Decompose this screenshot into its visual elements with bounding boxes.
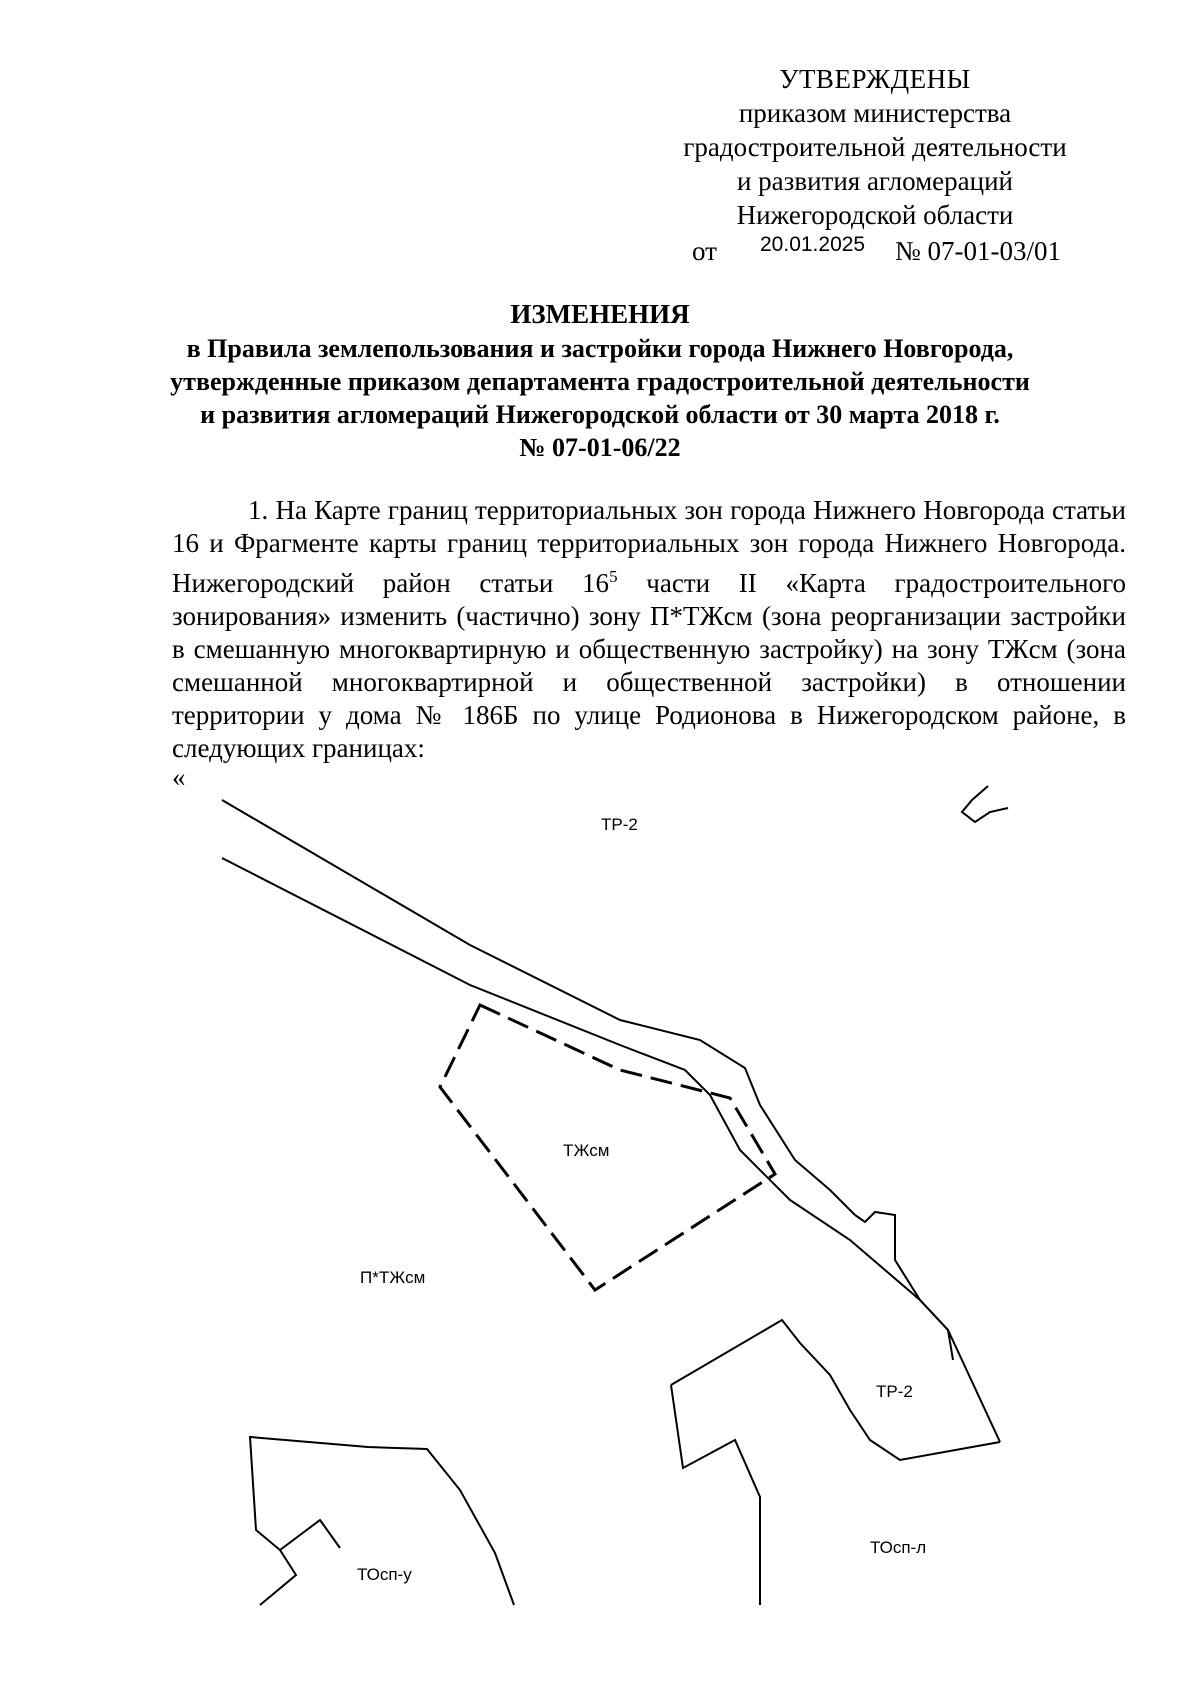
road-edge-lower [222, 858, 948, 1330]
approval-line: Нижегородской области [736, 200, 1014, 230]
title-line: в Правила землепользования и застройки города Нижнего Новгорода, [186, 334, 1014, 363]
superscript: 5 [609, 567, 618, 586]
title-line: и развития агломераций Нижегородской области от 30 марта 2018 г. [200, 400, 1000, 429]
title-line: утвержденные приказом департамента градостроительной деятельности [170, 367, 1030, 396]
road-edge-upper [222, 800, 855, 1215]
tosp-u-notch [280, 1520, 340, 1550]
order-date: 20.01.2025 [760, 233, 866, 256]
approval-line: градостроительной деятельности [683, 132, 1067, 162]
tr2-zone-left [671, 1385, 760, 1605]
order-number: № 07-01-03/01 [895, 236, 1061, 266]
paragraph-text-part2: части II «Карта градостроительного зонирования» изменить (частично) зону П*ТЖсм (зона реорганизации застройки в смешанную многоквартирную и общественную застройку) на зону ТЖсм (зона смешанной многоквартирной и общественной застройки) в отношении территории у дома № 186Б по улице Родионова в Нижегородском районе, в следующих границах: [172, 568, 1127, 763]
approval-line: и развития агломераций [736, 166, 1013, 196]
tr2-right-edge [948, 1330, 1000, 1442]
zone-label-tr2-top: ТР-2 [601, 815, 638, 834]
from-label: от [692, 236, 717, 266]
zone-label-tzhsm: ТЖсм [563, 1141, 610, 1160]
zone-label-tosp-l: ТОсп-л [870, 1538, 927, 1557]
title-main: ИЗМЕНЕНИЯ [510, 299, 690, 329]
zone-label-p-tzhsm: П*ТЖсм [360, 1268, 426, 1287]
map-mark-topright [962, 786, 1008, 822]
zone-label-tosp-u: ТОсп-у [357, 1565, 412, 1584]
title-line: № 07-01-06/22 [519, 433, 681, 462]
approval-line: приказом министерства [738, 98, 1012, 128]
approval-heading: УТВЕРЖДЕНЫ [779, 64, 971, 94]
paragraph-text-part1: 1. На Карте границ территориальных зон города Нижнего Новгорода статьи 16 и Фрагменте карты границ территориальных зон города Нижнего Новгорода. Нижегородский район статьи 16 [172, 495, 1126, 598]
zone-label-tr2-right: ТР-2 [876, 1382, 913, 1401]
quote-open: « [172, 762, 186, 792]
